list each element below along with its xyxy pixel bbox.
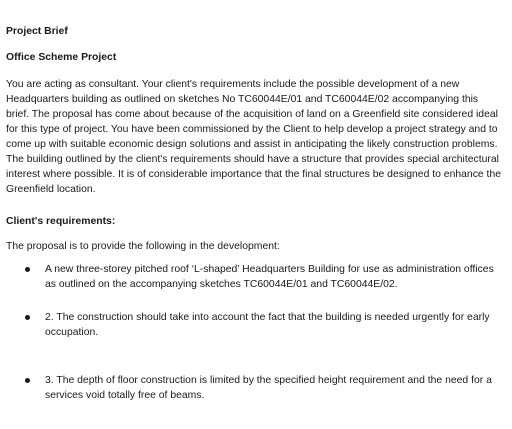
- bullet-item: [34, 373, 494, 403]
- bullet-dot-icon: [25, 267, 30, 272]
- bullet-text: A new three-storey pitched roof ‘L-shaped’ Headquarters Building for use as administration offices as outlined on the accompanying sketches TC60044E/01 and TC60044E/02.: [45, 264, 494, 290]
- requirements-heading: Client's requirements:: [6, 216, 116, 227]
- intro-paragraph: You are acting as consultant. Your client's requirements include the possible development of a new Headquarters building as outlined on sketches No TC60044E/01 and TC60044E/02 accompanying this brief. The proposal has come about because of the acquisition of land on a Greenfield site considered ideal for this type of project. You have been commissioned by the Client to help develop a project strategy and to come up with suitable economic design solutions and assist in anticipating the likely construction problems. The building outlined by the client's requirements should have a structure that provides special architectural interest where possible. It is of considerable importance that the final structures be designed to enhance the Greenfield location.: [6, 79, 502, 195]
- bullet-item: [34, 310, 494, 340]
- proposal-text: The proposal is to provide the following in the development:: [6, 241, 280, 252]
- bullet-text: 3. The depth of floor construction is limited by the specified height requirement and the need for a services void totally free of beams.: [45, 375, 492, 401]
- bullet-text: 2. The construction should take into account the fact that the building is needed urgently for early occupation.: [45, 312, 490, 338]
- bullet-dot-icon: [25, 315, 30, 320]
- document-title: Project Brief: [6, 26, 68, 37]
- document-subtitle: Office Scheme Project: [6, 52, 117, 63]
- bullet-item: [34, 262, 494, 292]
- bullet-dot-icon: [25, 378, 30, 383]
